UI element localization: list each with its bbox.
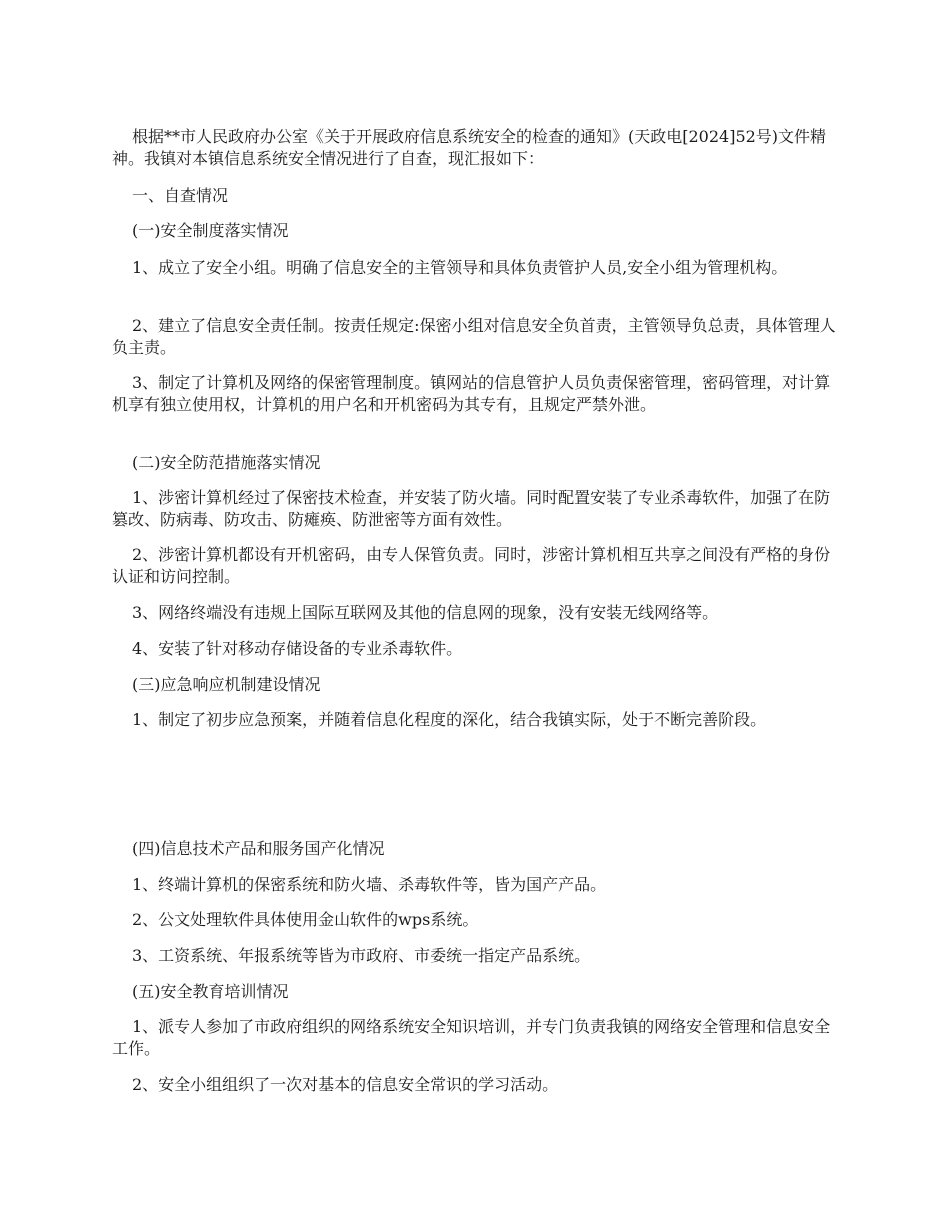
- list-item: 2、公文处理软件具体使用金山软件的wps系统。: [132, 910, 479, 929]
- list-item: 2、涉密计算机都设有开机密码，由专人保管负责。同时，涉密计算机相互共享之间没有严格的身份认证和访问控制。: [112, 545, 831, 586]
- subsection-heading: (一)安全制度落实情况: [132, 221, 289, 240]
- list-item: 1、涉密计算机经过了保密技术检查，并安装了防火墙。同时配置安装了专业杀毒软件，加强了在防篡改、防病毒、防攻击、防瘫痪、防泄密等方面有效性。: [112, 488, 831, 529]
- subsection-heading: (三)应急响应机制建设情况: [132, 675, 321, 694]
- list-item: 2、建立了信息安全责任制。按责任规定:保密小组对信息安全负首责，主管领导负总责，具体管理人负主责。: [112, 316, 836, 357]
- subsection-heading: (五)安全教育培训情况: [132, 982, 289, 1001]
- list-item: 4、安装了针对移动存储设备的专业杀毒软件。: [132, 639, 463, 658]
- list-item: 1、制定了初步应急预案，并随着信息化程度的深化，结合我镇实际，处于不断完善阶段。: [132, 710, 767, 729]
- list-item: 3、制定了计算机及网络的保密管理制度。镇网站的信息管护人员负责保密管理，密码管理，对计算机享有独立使用权，计算机的用户名和开机密码为其专有，且规定严禁外泄。: [112, 373, 831, 414]
- list-item: 1、派专人参加了市政府组织的网络系统安全知识培训，并专门负责我镇的网络安全管理和信息安全工作。: [112, 1017, 831, 1058]
- list-item: 1、终端计算机的保密系统和防火墙、杀毒软件等，皆为国产产品。: [132, 875, 607, 894]
- subsection-heading: (二)安全防范措施落实情况: [132, 453, 321, 472]
- list-item: 3、工资系统、年报系统等皆为市政府、市委统一指定产品系统。: [132, 946, 591, 965]
- subsection-heading: (四)信息技术产品和服务国产化情况: [132, 839, 385, 858]
- list-item: 2、安全小组组织了一次对基本的信息安全常识的学习活动。: [132, 1075, 559, 1094]
- section-heading: 一、自查情况: [132, 186, 229, 205]
- intro-paragraph: 根据**市人民政府办公室《关于开展政府信息系统安全的检查的通知》(天政电[2024]52号)文件精神。我镇对本镇信息系统安全情况进行了自查，现汇报如下：: [112, 127, 827, 168]
- list-item: 1、成立了安全小组。明确了信息安全的主管领导和具体负责管护人员,安全小组为管理机构。: [132, 258, 788, 277]
- list-item: 3、网络终端没有违规上国际互联网及其他的信息网的现象，没有安装无线网络等。: [132, 603, 719, 622]
